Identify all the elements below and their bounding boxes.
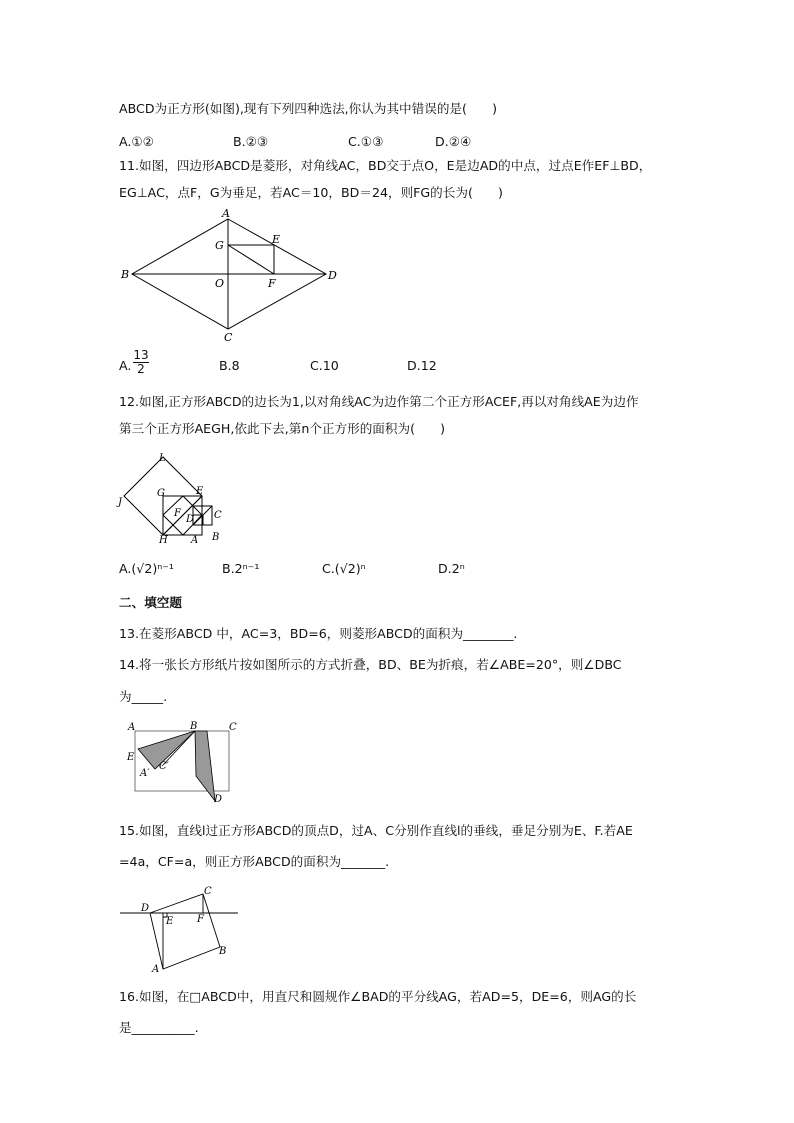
q11-label-f: F — [268, 277, 276, 290]
q14-label-d: D — [214, 794, 223, 805]
q12-label-b: B — [212, 532, 220, 543]
q12-label-j: J — [118, 497, 123, 508]
q11-line1: 11.如图，四边形ABCD是菱形，对角线AC，BD交于点O，E是边AD的中点，过点E作EF⊥BD， — [119, 158, 652, 173]
q14-folded-paper-figure — [118, 718, 248, 808]
q14-label-a: A — [128, 722, 136, 733]
q15-label-b: B — [219, 946, 227, 957]
q16-line2: 是__________. — [119, 1020, 199, 1035]
q14-label-c-prime: C′ — [159, 761, 169, 772]
q11-option-a-prefix: A. — [119, 358, 132, 373]
q14-line1: 14.将一张长方形纸片按如图所示的方式折叠，BD、BE为折痕，若∠ABE=20°，则∠DBC — [119, 657, 622, 672]
q15-label-a: A — [152, 964, 160, 975]
q12-label-l: L — [159, 453, 166, 464]
q14-label-a-prime: A′ — [140, 768, 150, 779]
q11-label-g: G — [215, 239, 224, 252]
q11-option-d: D.12 — [407, 358, 437, 373]
q12-option-c: C.(√2)ⁿ — [322, 561, 366, 576]
q13-text: 13.在菱形ABCD 中，AC=3，BD=6，则菱形ABCD的面积为________. — [119, 626, 518, 641]
section-title-fill-in: 二、填空题 — [119, 595, 182, 610]
q15-label-d: D — [141, 903, 150, 914]
q11-rhombus-figure — [118, 205, 348, 345]
q11-label-o: O — [215, 277, 225, 290]
q15-line2: =4a，CF=a，则正方形ABCD的面积为_______. — [119, 854, 390, 869]
q15-label-c: C — [204, 886, 212, 897]
q11-label-d: D — [328, 269, 337, 282]
q10-option-a: A.①② — [119, 134, 154, 149]
q12-line2: 第三个正方形AEGH,依此下去,第n个正方形的面积为( ) — [119, 421, 446, 436]
q15-label-f: F — [197, 914, 204, 925]
q11-line2: EG⊥AC，点F，G为垂足，若AC＝10，BD＝24，则FG的长为( ) — [119, 185, 503, 200]
q11-fraction-denominator: 2 — [137, 362, 145, 376]
q10-option-d: D.②④ — [435, 134, 472, 149]
q11-fraction-numerator: 13 — [133, 348, 149, 362]
q11-label-c: C — [224, 331, 233, 344]
q10-option-b: B.②③ — [233, 134, 269, 149]
q12-label-f: F — [174, 508, 181, 519]
q14-label-e: E — [127, 752, 135, 763]
q11-option-a-fraction — [133, 349, 149, 376]
q16-line1: 16.如图，在□ABCD中，用直尺和圆规作∠BAD的平分线AG，若AD=5，DE=6，则AG的长 — [119, 989, 637, 1004]
q12-label-a: A — [191, 535, 199, 546]
q14-label-b: B — [190, 721, 198, 732]
q12-label-e: E — [196, 486, 204, 497]
q12-option-d: D.2ⁿ — [438, 561, 465, 576]
q12-label-c: C — [214, 510, 222, 521]
q10-option-c: C.①③ — [348, 134, 384, 149]
q12-label-h: H — [159, 535, 168, 546]
q12-option-b: B.2ⁿ⁻¹ — [222, 561, 260, 576]
q15-line1: 15.如图，直线l过正方形ABCD的顶点D，过A、C分别作直线l的垂线，垂足分别为E、F.若AE — [119, 823, 633, 838]
q12-squares-figure — [116, 450, 231, 550]
q15-square-line-figure — [118, 884, 243, 976]
q11-label-a: A — [222, 207, 230, 220]
q14-line2: 为_____. — [119, 689, 168, 704]
q12-label-d: D — [186, 514, 195, 525]
q12-line1: 12.如图,正方形ABCD的边长为1,以对角线AC为边作第二个正方形ACEF,再以对角线AE为边作 — [119, 394, 639, 409]
q12-label-g: G — [157, 488, 165, 499]
q11-label-b: B — [121, 268, 130, 281]
q11-label-e: E — [272, 233, 281, 246]
q11-option-b: B.8 — [219, 358, 240, 373]
q11-option-c: C.10 — [310, 358, 339, 373]
q12-option-a: A.(√2)ⁿ⁻¹ — [119, 561, 174, 576]
q14-label-c: C — [229, 722, 237, 733]
q15-label-e: E — [166, 916, 174, 927]
q10-stem: ABCD为正方形(如图),现有下列四种选法,你认为其中错误的是( ) — [119, 101, 498, 116]
